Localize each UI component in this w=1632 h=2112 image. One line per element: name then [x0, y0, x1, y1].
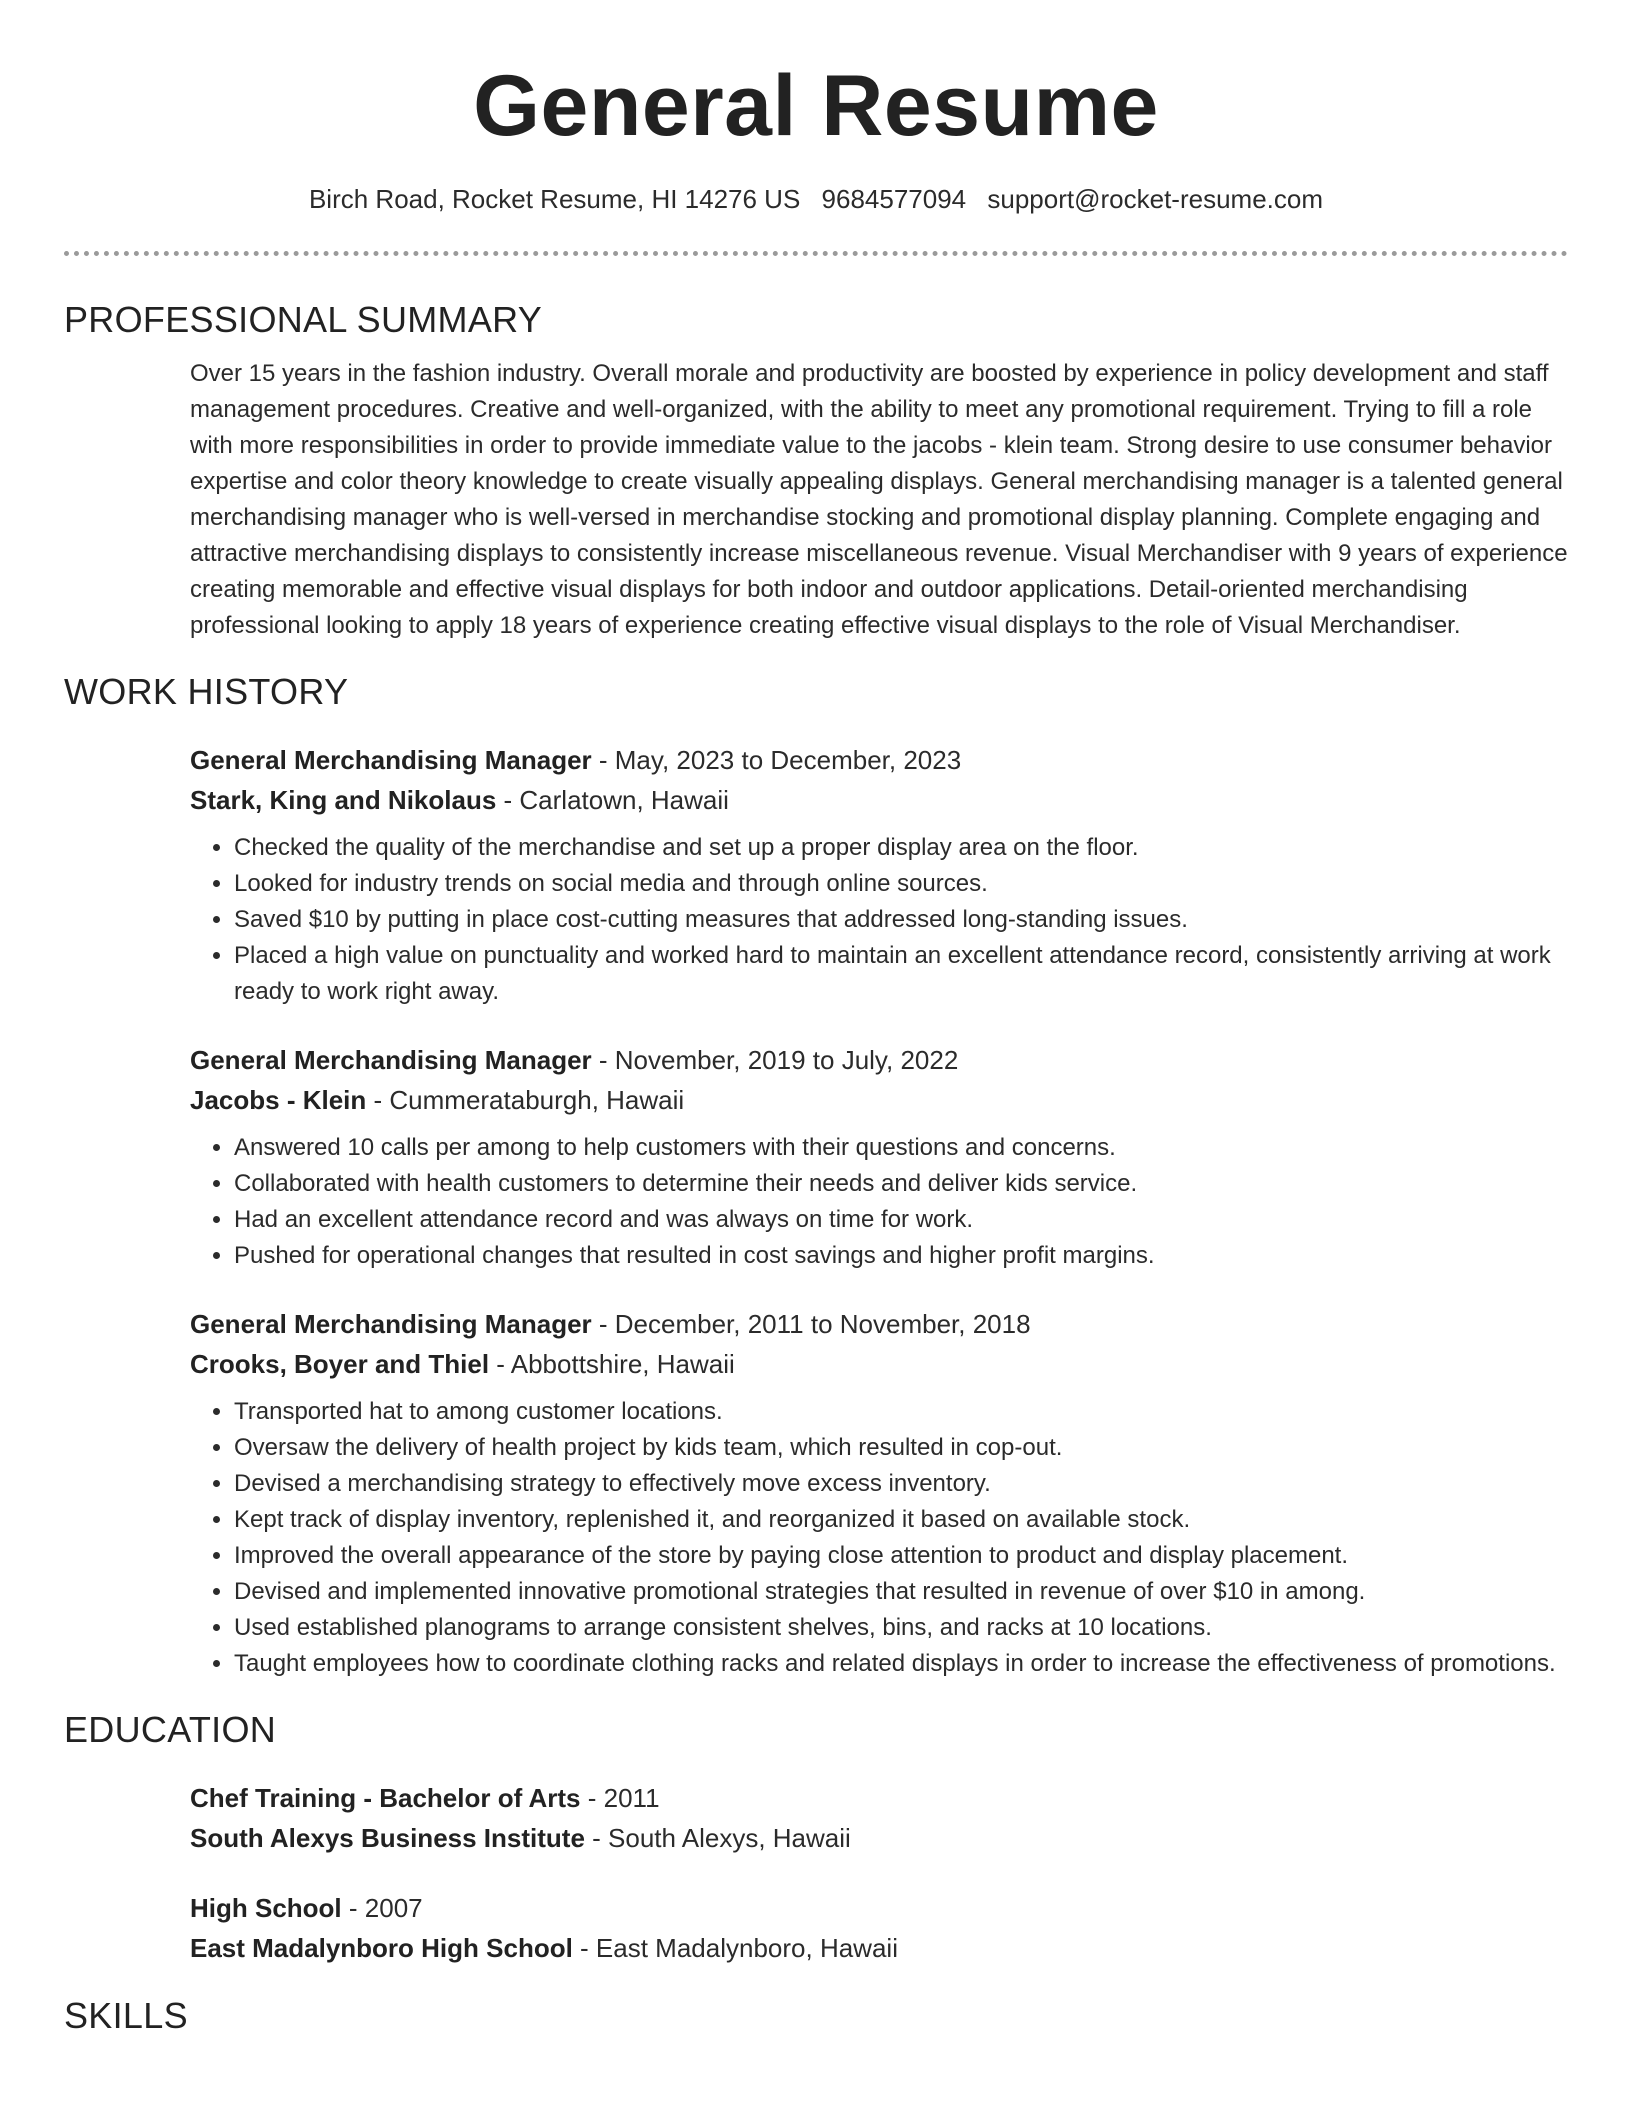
contact-address: Birch Road, Rocket Resume, HI 14276 US [308, 184, 801, 214]
header-divider [64, 251, 1568, 256]
list-item: • Collaborated with health customers to determine their needs and deliver kids service. [234, 1166, 1570, 1202]
work-history-section [64, 668, 1568, 1682]
job-dates: - December, 2011 to November, 2018 [591, 1309, 1031, 1339]
job-role: General Merchandising Manager [190, 1309, 592, 1339]
job-role: General Merchandising Manager [190, 1045, 592, 1075]
job-location: - Carlatown, Hawaii [496, 785, 729, 815]
list-item: • Devised a merchandising strategy to effectively move excess inventory. [234, 1466, 1570, 1502]
education-degree: Chef Training - Bachelor of Arts [190, 1783, 581, 1813]
skills-section [64, 1992, 1568, 2040]
resume-name: General Resume [473, 58, 1159, 154]
job-title-line [190, 740, 1570, 780]
job-bullets [190, 1394, 1570, 1682]
skills-title: SKILLS [64, 1995, 188, 2036]
contact-line [0, 182, 1632, 216]
list-item: • Kept track of display inventory, replenished it, and reorganized it based on available stock. [234, 1502, 1570, 1538]
job-bullets [190, 830, 1570, 1010]
education-entry [190, 1888, 1570, 1968]
work-history-title: WORK HISTORY [64, 671, 349, 712]
job-company-line [190, 780, 1570, 820]
list-item: • Improved the overall appearance of the store by paying close attention to product and display placement. [234, 1538, 1570, 1574]
job-location: - Abbottshire, Hawaii [489, 1349, 735, 1379]
summary-text: Over 15 years in the fashion industry. Overall morale and productivity are boosted by experience in policy development and staff management procedures. Creative and well-organized, with the ability to meet any promotional requirement. Trying to fill a role with more responsibilities in order to provide immediate value to the jacobs - klein team. Strong desire to use consumer behavior expertise and color theory knowledge to create visually appealing displays. General merchandising manager is a talented general merchandising manager who is well-versed in merchandise stocking and promotional display planning. Complete engaging and attractive merchandising displays to consistently increase miscellaneous revenue. Visual Merchandiser with 9 years of experience creating memorable and effective visual displays for both indoor and outdoor applications. Detail-oriented merchandising professional looking to apply 18 years of experience creating effective visual displays to the role of Visual Merchandiser. [190, 360, 1568, 639]
list-item: • Devised and implemented innovative promotional strategies that resulted in revenue of over $10 in among. [234, 1574, 1570, 1610]
job-company: Crooks, Boyer and Thiel [190, 1349, 490, 1379]
education-degree-line [190, 1778, 1570, 1818]
education-school-line [190, 1928, 1570, 1968]
job-company: Jacobs - Klein [190, 1085, 367, 1115]
job-company-line [190, 1344, 1570, 1384]
job-bullets [190, 1130, 1570, 1274]
list-item: • Pushed for operational changes that resulted in cost savings and higher profit margins. [234, 1238, 1570, 1274]
list-item: • Checked the quality of the merchandise and set up a proper display area on the floor. [234, 830, 1570, 866]
education-section [64, 1706, 1568, 1968]
list-item: • Used established planograms to arrange consistent shelves, bins, and racks at 10 locations. [234, 1610, 1570, 1646]
education-location: - East Madalynboro, Hawaii [572, 1933, 898, 1963]
list-item: • Had an excellent attendance record and was always on time for work. [234, 1202, 1570, 1238]
education-school: East Madalynboro High School [190, 1933, 573, 1963]
education-school: South Alexys Business Institute [190, 1823, 585, 1853]
education-location: - South Alexys, Hawaii [584, 1823, 851, 1853]
job-dates: - May, 2023 to December, 2023 [591, 745, 962, 775]
education-school-line [190, 1818, 1570, 1858]
job-entry [190, 1304, 1570, 1682]
list-item: • Placed a high value on punctuality and worked hard to maintain an excellent attendance record, consistently arriving at work ready to work right away. [234, 938, 1570, 1010]
education-entry [190, 1778, 1570, 1858]
job-dates: - November, 2019 to July, 2022 [591, 1045, 959, 1075]
job-title-line [190, 1040, 1570, 1080]
resume-content [64, 296, 1568, 2040]
job-title-line [190, 1304, 1570, 1344]
list-item: • Transported hat to among customer locations. [234, 1394, 1570, 1430]
list-item: • Taught employees how to coordinate clothing racks and related displays in order to increase the effectiveness of promotions. [234, 1646, 1570, 1682]
education-degree: High School [190, 1893, 342, 1923]
list-item: • Oversaw the delivery of health project by kids team, which resulted in cop-out. [234, 1430, 1570, 1466]
job-company: Stark, King and Nikolaus [190, 785, 497, 815]
education-title: EDUCATION [64, 1709, 277, 1750]
contact-phone: 9684577094 [821, 184, 967, 214]
list-item: • Looked for industry trends on social media and through online sources. [234, 866, 1570, 902]
education-degree-line [190, 1888, 1570, 1928]
job-entry [190, 1040, 1570, 1274]
education-year: - 2011 [580, 1783, 660, 1813]
job-company-line [190, 1080, 1570, 1120]
summary-title: PROFESSIONAL SUMMARY [64, 299, 543, 340]
list-item: • Saved $10 by putting in place cost-cutting measures that addressed long-standing issues. [234, 902, 1570, 938]
list-item: • Answered 10 calls per among to help customers with their questions and concerns. [234, 1130, 1570, 1166]
job-entry [190, 740, 1570, 1010]
job-location: - Cummerataburgh, Hawaii [366, 1085, 685, 1115]
contact-email: support@rocket-resume.com [987, 184, 1324, 214]
education-year: - 2007 [341, 1893, 423, 1923]
job-role: General Merchandising Manager [190, 745, 592, 775]
summary-section [64, 296, 1568, 644]
